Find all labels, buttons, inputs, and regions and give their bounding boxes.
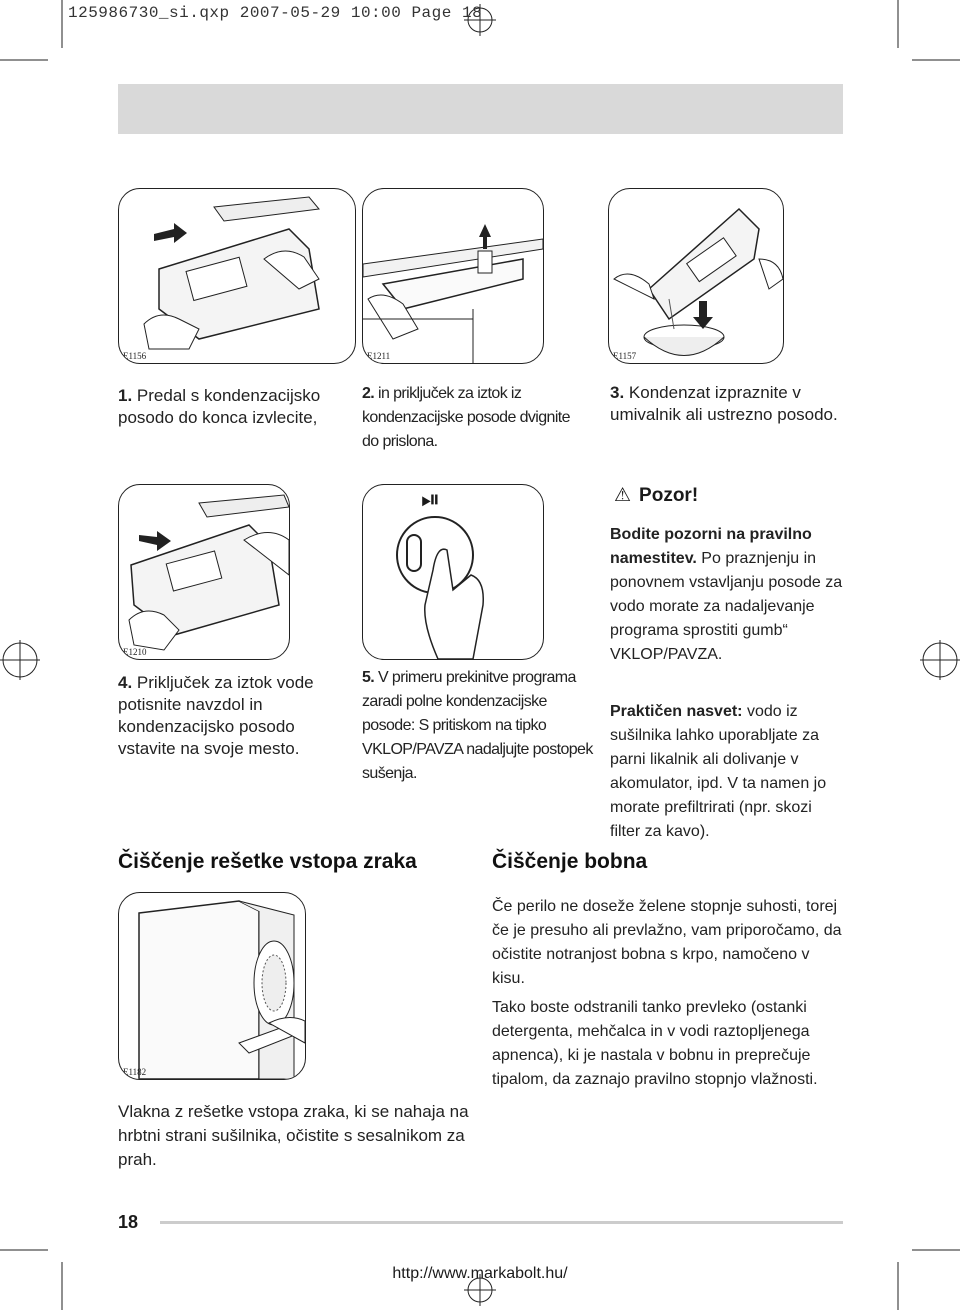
step-number: 5.: [362, 669, 375, 686]
header-band: [118, 84, 843, 134]
step-5: [362, 666, 597, 786]
figure-code: E1156: [123, 351, 147, 361]
step-number: 3.: [610, 383, 625, 402]
heading-drum-cleaning: Čiščenje bobna: [492, 850, 648, 873]
warning-body: Po praznjenju in ponovnem vstavljanju posode za vodo morate za nadaljevanje programa sprostiti gumb“ VKLOP/PAVZA.: [610, 550, 843, 663]
warning-text: [610, 523, 845, 667]
warning-title-text: Pozor!: [639, 485, 699, 506]
step-number: 4.: [118, 673, 133, 692]
print-slug: 125986730_si.qxp 2007-05-29 10:00 Page 18: [68, 4, 483, 22]
figure-insert-drawer: [118, 484, 290, 660]
drum-paragraph-1: Če perilo ne doseže želene stopnje suhosti, torej če je presuho ali prevlažno, vam priporočamo, da očistite notranjost bobna s krpo, namočeno v kisu.: [492, 898, 842, 987]
step-4: [118, 672, 348, 760]
tip-text: vodo iz sušilnika lahko uporabljate za parni likalnik ali dolivanje v akomulator, ipd. V ta namen jo morate prefiltrirati (npr. skozi filter za kavo).: [610, 703, 827, 840]
heading-air-inlet-cleaning: Čiščenje rešetke vstopa zraka: [118, 850, 417, 873]
step-number: 2.: [362, 385, 375, 402]
step-text: Kondenzat izpraznite v umivalnik ali ustrezno posodo.: [610, 383, 838, 424]
source-url[interactable]: http://www.markabolt.hu/: [392, 1265, 568, 1282]
figure-press-button: [362, 484, 544, 660]
step-text: V primeru prekinitve programa zaradi polne kondenzacijske posode: S pritiskom na tipko VKLOP/PAVZA nadaljujte postopek sušenja.: [362, 669, 593, 782]
step-text: Predal s kondenzacijsko posodo do konca izvlecite,: [118, 386, 321, 427]
figure-code: E1211: [367, 351, 391, 361]
step-1: [118, 385, 343, 429]
air-inlet-caption: Vlakna z rešetke vstopa zraka, ki se nahaja na hrbtni strani sušilnika, očistite s sesalnikom za prah.: [118, 1102, 469, 1169]
step-text: in priključek za iztok iz kondenzacijske posode dvignite do prislona.: [362, 385, 570, 450]
figure-code: E1182: [123, 1067, 147, 1077]
figure-pull-drawer: [118, 188, 356, 364]
figure-vacuum-grille: [118, 892, 306, 1080]
play-pause-icon: ⏯: [421, 485, 441, 513]
figure-code: E1210: [123, 647, 147, 657]
step-3: [610, 382, 840, 426]
figure-code: E1157: [613, 351, 637, 361]
page-number: 18: [118, 1212, 139, 1232]
figure-empty-container: [608, 188, 784, 364]
warning-icon: ⚠: [614, 484, 632, 506]
practical-tip: [610, 700, 845, 844]
step-text: Priključek za iztok vode potisnite navzdol in kondenzacijsko posodo vstavite na svoje mesto.: [118, 673, 314, 758]
warning-intro: Bodite pozorni na pravilno namestitev.: [610, 526, 812, 567]
tip-label: Praktičen nasvet:: [610, 703, 743, 720]
warning-title: [614, 484, 698, 507]
drum-paragraph-2: Tako boste odstranili tanko prevleko (ostanki detergenta, mehčalca in v vodi raztopljenega apnenca), ki je nastala v bobnu in preprečuje tipalom, da zaznajo pravilno stopnjo vlažnosti.: [492, 999, 818, 1088]
step-2: [362, 382, 577, 454]
figure-lift-outlet: [362, 188, 544, 364]
step-number: 1.: [118, 386, 133, 405]
footer-rule: [160, 1221, 843, 1224]
